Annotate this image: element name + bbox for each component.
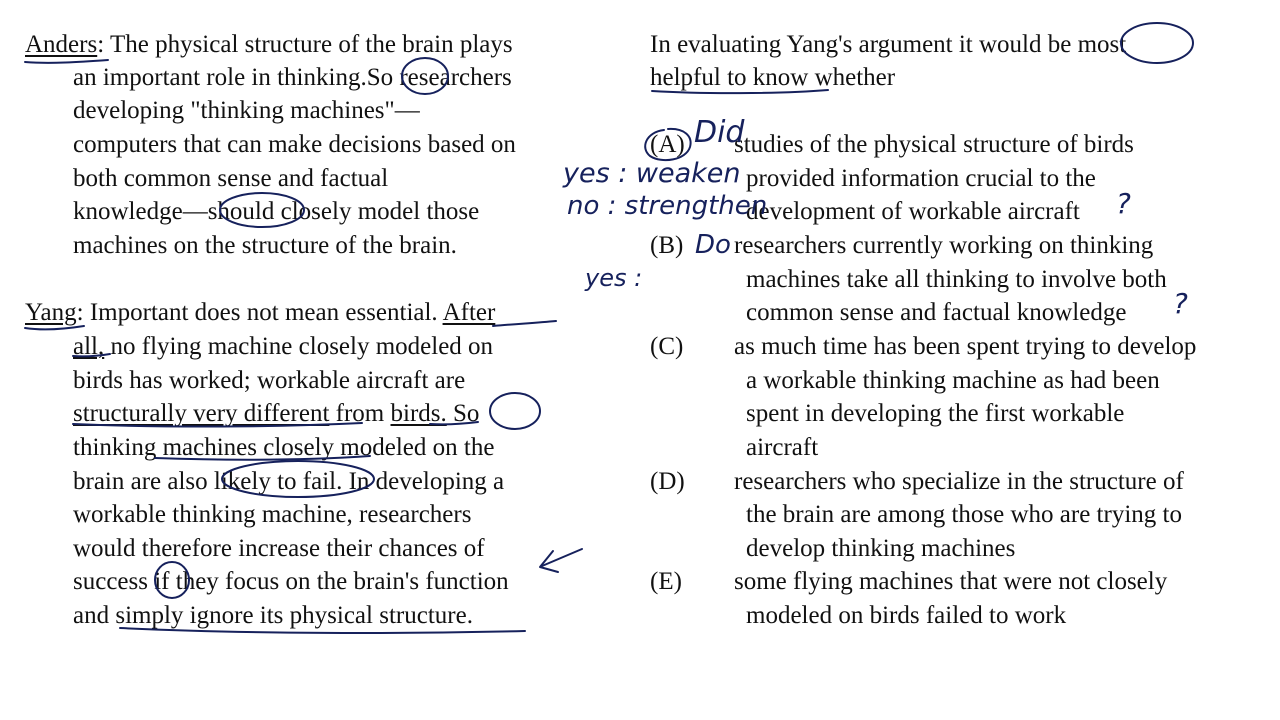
choice-text: researchers who specialize in the structure of — [734, 468, 1184, 495]
choice-text: a workable thinking machine as had been — [746, 367, 1160, 394]
yang-birds: birds. — [390, 400, 447, 427]
circle-most — [1121, 23, 1193, 63]
choice-letter: (C) — [650, 333, 684, 360]
choice-text: machines take all thinking to involve both — [746, 266, 1167, 293]
anders-text: developing "thinking machines"— — [73, 97, 420, 124]
handwritten-did: Did — [694, 115, 745, 150]
arrow-head — [540, 551, 558, 572]
choice-text: some flying machines that were not closely — [734, 568, 1168, 595]
yang-text: birds has worked; workable aircraft are — [73, 367, 466, 394]
yang-text: they focus on the brain's function — [169, 568, 509, 595]
yang-text: thinking machines closely modeled on the — [73, 434, 495, 461]
choice-text: modeled on birds failed to work — [746, 602, 1067, 629]
yang-ignore-structure: simply ignore its physical structure. — [115, 602, 473, 629]
anders-underline — [25, 60, 108, 63]
choice-text: provided information crucial to the — [746, 165, 1096, 192]
anders-text: knowledge— — [73, 198, 208, 225]
yang-if: if — [154, 568, 170, 595]
question-most: most — [1077, 31, 1127, 58]
choice-letter: (E) — [650, 568, 682, 595]
choice-text: researchers currently working on thinking — [734, 232, 1154, 259]
handwritten-question-mark-b: ? — [1173, 287, 1188, 320]
yang-text: workable thinking machine, researchers — [73, 501, 472, 528]
yang-text: no flying machine closely modeled on — [104, 333, 494, 360]
choice-text: spent in developing the first workable — [746, 400, 1125, 427]
arrow-shaft — [542, 549, 582, 566]
anders-should: should — [207, 198, 275, 225]
choice-text: the brain are among those who are trying to — [746, 501, 1182, 528]
yang-structurally-different: structurally very different — [73, 400, 330, 427]
yang-so: So — [453, 400, 480, 427]
choice-text: development of workable aircraft — [746, 198, 1080, 225]
choice-text: common sense and factual knowledge — [746, 299, 1127, 326]
question-helpful-to-know: helpful to know — [650, 64, 809, 91]
anders-text: machines on the structure of the brain. — [73, 232, 457, 259]
yang-text: and — [73, 602, 116, 629]
anders-text: an important role in thinking. — [73, 64, 367, 91]
handwritten-do: Do — [695, 230, 731, 260]
anders-text: researchers — [393, 64, 512, 91]
handwritten-question-mark-a: ? — [1116, 187, 1131, 220]
choice-letter: (A) — [650, 131, 685, 158]
choice-text: aircraft — [746, 434, 819, 461]
yang-text: : Important does not mean essential. — [76, 299, 443, 326]
yang-text: success — [73, 568, 155, 595]
after-all-underline — [493, 321, 556, 326]
choice-letter: (D) — [650, 468, 685, 495]
anders-text: computers that can make decisions based on — [73, 131, 516, 158]
yang-all: all, — [73, 333, 105, 360]
question-text: In evaluating Yang's argument it would be — [650, 31, 1078, 58]
anders-text: both common sense and factual — [73, 165, 389, 192]
choice-letter: (B) — [650, 232, 684, 259]
yang-text: brain are also — [73, 468, 214, 495]
anders-text: : The physical structure of the brain plays — [97, 31, 513, 58]
choice-text: develop thinking machines — [746, 535, 1016, 562]
handwritten-yes-weaken: yes : weaken — [563, 158, 741, 189]
yang-text: from — [329, 400, 391, 427]
choice-text: as much time has been spent trying to develop — [734, 333, 1197, 360]
yang-text: In developing a — [342, 468, 505, 495]
handwritten-yes: yes : — [585, 264, 643, 292]
circle-so-yang — [490, 393, 540, 429]
anders-so: So — [366, 64, 394, 91]
handwritten-no-strengthen: no : strengthen — [567, 191, 768, 221]
anders-speaker: Anders — [25, 31, 98, 58]
yang-speaker: Yang — [25, 299, 77, 326]
choice-text: studies of the physical structure of birds — [734, 131, 1134, 158]
yang-after: After — [442, 299, 496, 326]
question-text: whether — [808, 64, 896, 91]
anders-text: closely model those — [274, 198, 480, 225]
yang-likely-to-fail: likely to fail. — [213, 468, 343, 495]
yang-underline — [25, 326, 84, 329]
yang-text: would therefore increase their chances of — [73, 535, 485, 562]
